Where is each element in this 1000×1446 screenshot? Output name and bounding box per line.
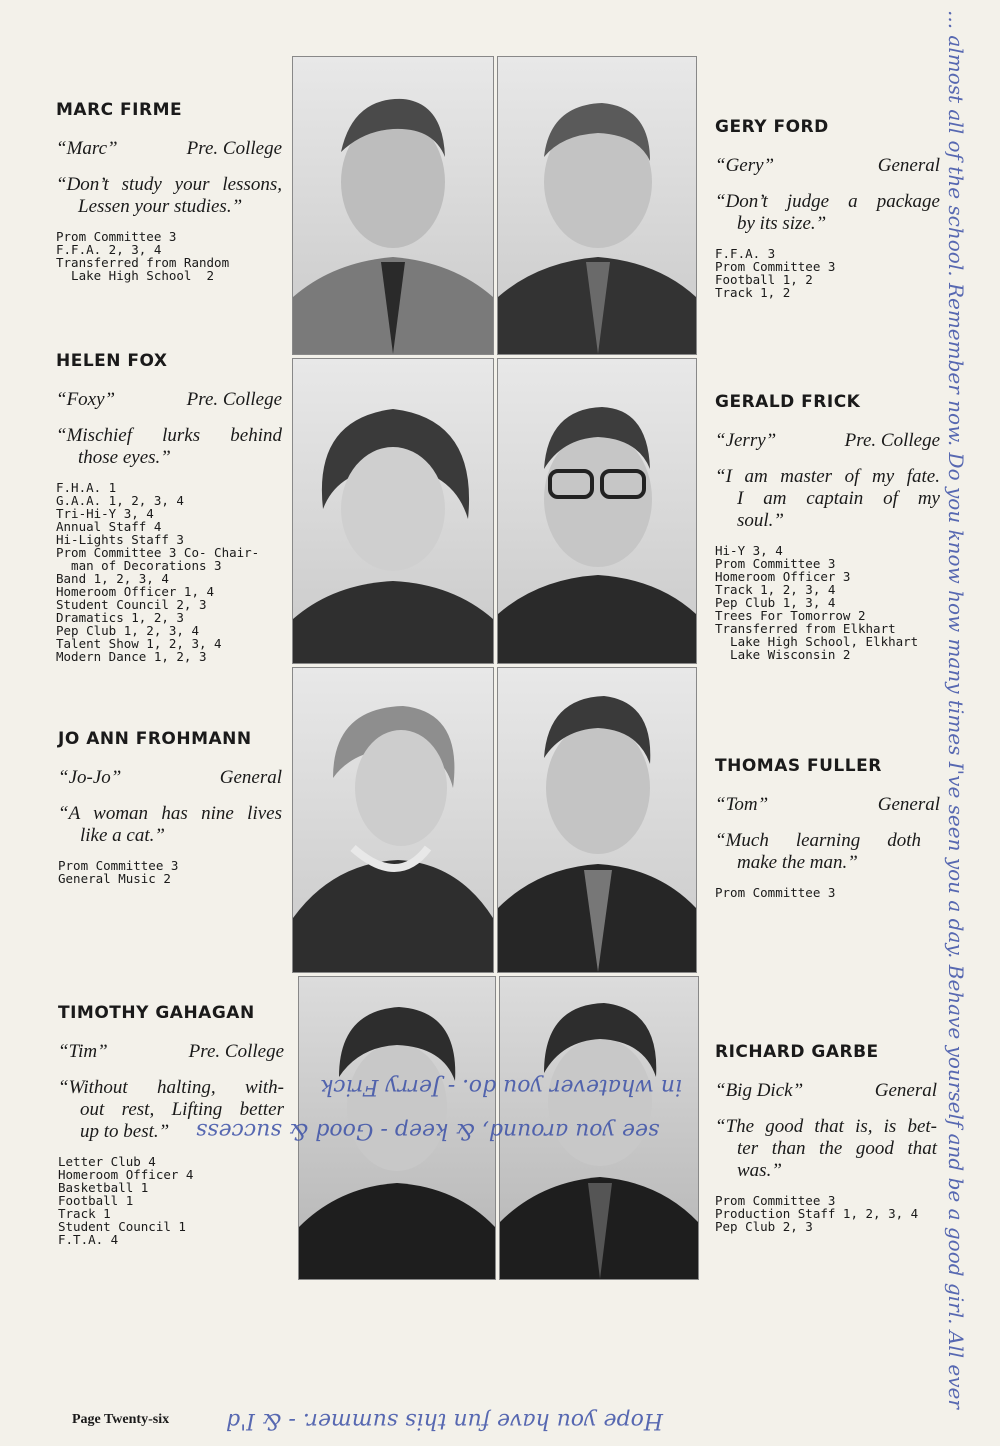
motto: [715, 1116, 937, 1182]
portrait-silhouette-icon: [498, 57, 696, 354]
activity: F.F.A. 3: [715, 246, 776, 261]
student-name: GERALD FRICK: [715, 392, 861, 412]
student-name: TIMOTHY GAHAGAN: [58, 1003, 255, 1023]
entry-jo-ann-frohmann: [58, 729, 282, 885]
activity: Trees For Tomorrow 2: [715, 608, 866, 623]
motto-line: Lessen your studies.”: [78, 196, 243, 217]
nickname: “Gery”: [715, 155, 775, 176]
activity: Transferred from Elkhart: [715, 621, 896, 636]
nickname-course-row: [715, 155, 940, 177]
activity: Tri-Hi-Y 3, 4: [56, 506, 154, 521]
motto-line: “Don’t judge a package: [715, 191, 940, 212]
activity: Pep Club 2, 3: [715, 1219, 813, 1234]
activity: Lake High School, Elkhart: [715, 634, 919, 649]
course: Pre. College: [844, 430, 940, 451]
photo-marc-firme: [292, 56, 494, 355]
nickname: “Marc”: [56, 138, 118, 159]
activity: Production Staff 1, 2, 3, 4: [715, 1206, 919, 1221]
nickname-course-row: [715, 1080, 937, 1102]
student-name: RICHARD GARBE: [715, 1042, 879, 1062]
activities-list: [715, 544, 940, 661]
course: General: [877, 155, 940, 176]
motto-line: “I am master of my fate.: [715, 466, 940, 487]
portrait-silhouette-icon: [498, 359, 696, 663]
activity: Modern Dance 1, 2, 3: [56, 649, 207, 664]
activities-list: [58, 1155, 284, 1246]
motto-line: “Don’t study your lessons,: [56, 174, 282, 195]
nickname-course-row: [56, 138, 282, 160]
motto-line: I am captain of my: [737, 488, 940, 509]
activity: Lake Wisconsin 2: [715, 647, 851, 662]
activity: Hi-Y 3, 4: [715, 543, 783, 558]
entry-helen-fox: [56, 351, 282, 663]
photo-helen-fox: [292, 358, 494, 664]
motto: [715, 191, 940, 235]
activity: Pep Club 1, 3, 4: [715, 595, 836, 610]
nickname: “Jo-Jo”: [58, 767, 122, 788]
nickname: “Big Dick”: [715, 1080, 804, 1101]
motto-line: make the man.”: [737, 852, 858, 873]
portrait-silhouette-icon: [293, 57, 493, 354]
entry-richard-garbe: [715, 1042, 937, 1233]
handwritten-line: Hope you have fun this summer. - & I'd: [226, 1408, 664, 1433]
nickname-course-row: [56, 389, 282, 411]
activity: Letter Club 4: [58, 1154, 156, 1169]
activity: Band 1, 2, 3, 4: [56, 571, 169, 586]
activities-list: [715, 247, 940, 299]
activity: Football 1: [58, 1193, 134, 1208]
activity: Prom Committee 3: [715, 1193, 836, 1208]
activity: Track 1: [58, 1206, 111, 1221]
handwritten-margin-note: ... almost all of the school. Remember now. Do you know how many times I've seen you a day. Behave yourself and be a good girl. All ever: [944, 10, 968, 1409]
motto-line: was.”: [737, 1160, 782, 1181]
activity: F.H.A. 1: [56, 480, 117, 495]
course: General: [877, 794, 940, 815]
course: General: [874, 1080, 937, 1101]
nickname: “Tim”: [58, 1041, 108, 1062]
nickname-course-row: [715, 794, 940, 816]
activity: Homeroom Officer 1, 4: [56, 584, 215, 599]
photo-thomas-fuller: [497, 667, 697, 973]
student-name: THOMAS FULLER: [715, 756, 882, 776]
handwritten-line: in whatever you do. - Jerry Frick: [320, 1074, 683, 1099]
motto: [58, 803, 282, 847]
activity: General Music 2: [58, 871, 171, 886]
motto-line: “The good that is, is bet-: [715, 1116, 937, 1137]
motto-line: “A woman has nine lives: [58, 803, 282, 824]
motto: [56, 425, 282, 469]
nickname-course-row: [58, 767, 282, 789]
handwritten-line: see you around, & keep - Good & success: [196, 1118, 660, 1143]
activity: F.F.A. 2, 3, 4: [56, 242, 162, 257]
photo-jo-ann-frohmann: [292, 667, 494, 973]
activity: Lake High School 2: [56, 268, 215, 283]
student-name: HELEN FOX: [56, 351, 168, 371]
student-name: JO ANN FROHMANN: [58, 729, 252, 749]
motto-line: up to best.”: [80, 1121, 170, 1142]
activities-list: [715, 886, 940, 899]
motto-line: by its size.”: [737, 213, 827, 234]
portrait-silhouette-icon: [498, 668, 696, 972]
activity: Prom Committee 3: [715, 259, 836, 274]
nickname: “Tom”: [715, 794, 769, 815]
activity: Prom Committee 3 Co- Chair-: [56, 545, 260, 560]
activity: Hi-Lights Staff 3: [56, 532, 184, 547]
activity: Prom Committee 3: [715, 885, 836, 900]
activity: G.A.A. 1, 2, 3, 4: [56, 493, 184, 508]
nickname-course-row: [715, 430, 940, 452]
motto-line: “Without halting, with-: [58, 1077, 284, 1098]
motto-line: out rest, Lifting better: [80, 1099, 284, 1120]
activity: Track 1, 2, 3, 4: [715, 582, 836, 597]
photo-gerald-frick: [497, 358, 697, 664]
page-number: Page Twenty-six: [72, 1412, 170, 1427]
activity: Student Council 2, 3: [56, 597, 207, 612]
activity: Talent Show 1, 2, 3, 4: [56, 636, 222, 651]
activity: man of Decorations 3: [56, 558, 222, 573]
entry-marc-firme: [56, 100, 282, 282]
activity: Dramatics 1, 2, 3: [56, 610, 184, 625]
course: Pre. College: [188, 1041, 284, 1062]
activity: Prom Committee 3: [56, 229, 177, 244]
motto-line: “Mischief lurks behind: [56, 425, 282, 446]
activity: Student Council 1: [58, 1219, 186, 1234]
portrait-silhouette-icon: [293, 668, 493, 972]
activity: Football 1, 2: [715, 272, 813, 287]
student-name: GERY FORD: [715, 117, 829, 137]
motto-line: soul.”: [737, 510, 784, 531]
motto: [56, 174, 282, 218]
activity: Prom Committee 3: [58, 858, 179, 873]
motto: [715, 466, 940, 532]
activities-list: [715, 1194, 937, 1233]
course: Pre. College: [186, 389, 282, 410]
entry-gery-ford: [715, 117, 940, 299]
motto-line: those eyes.”: [78, 447, 171, 468]
motto-line: ter than the good that: [737, 1138, 937, 1159]
activity: Track 1, 2: [715, 285, 791, 300]
nickname: “Jerry”: [715, 430, 777, 451]
entry-thomas-fuller: [715, 756, 940, 899]
nickname-course-row: [58, 1041, 284, 1063]
activity: F.T.A. 4: [58, 1232, 119, 1247]
portrait-silhouette-icon: [293, 359, 493, 663]
activities-list: [58, 859, 282, 885]
motto: [715, 830, 921, 874]
activity: Homeroom Officer 3: [715, 569, 851, 584]
entry-gerald-frick: [715, 392, 940, 661]
course: Pre. College: [186, 138, 282, 159]
motto-line: like a cat.”: [80, 825, 165, 846]
activities-list: [56, 481, 282, 663]
activity: Prom Committee 3: [715, 556, 836, 571]
nickname: “Foxy”: [56, 389, 116, 410]
photo-gery-ford: [497, 56, 697, 355]
activity: Basketball 1: [58, 1180, 149, 1195]
activity: Transferred from Random: [56, 255, 230, 270]
student-name: MARC FIRME: [56, 100, 183, 120]
activity: Pep Club 1, 2, 3, 4: [56, 623, 199, 638]
activities-list: [56, 230, 282, 282]
activity: Annual Staff 4: [56, 519, 162, 534]
course: General: [219, 767, 282, 788]
motto-line: “Much learning doth: [715, 830, 921, 851]
activity: Homeroom Officer 4: [58, 1167, 194, 1182]
